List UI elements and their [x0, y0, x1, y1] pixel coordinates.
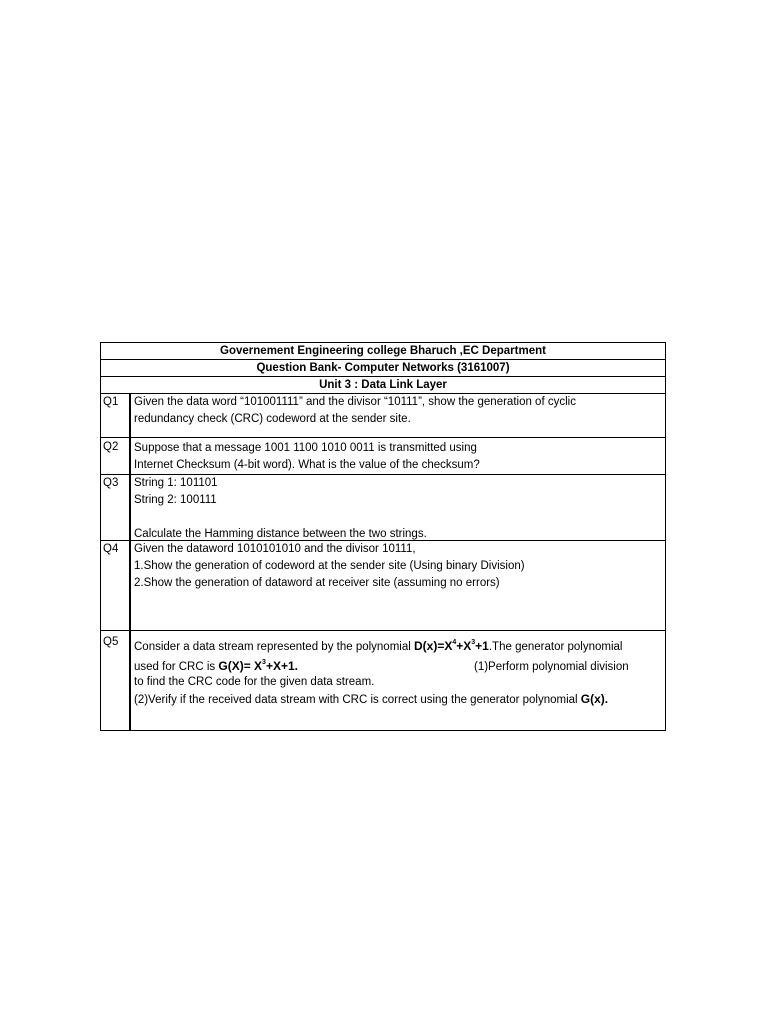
question-text [134, 475, 665, 540]
question-line: Consider a data stream represented by the polynomial $D(x)=X^4+X^3+1.The$ generator polynomial [134, 639, 623, 653]
college-title: Governement Engineering college Bharuch ,EC Department [100, 342, 666, 359]
question-line: 1.Show the generation of codeword at the sender site (Using binary Division) [134, 560, 525, 572]
question-number: Q3 [101, 475, 131, 540]
subject-title: Question Bank- Computer Networks (3161007) [100, 359, 666, 376]
question-bank-table [100, 342, 666, 731]
question-row-q5 [100, 631, 666, 731]
question-text [134, 438, 665, 474]
question-line: redundancy check (CRC) codeword at the sender site. [134, 413, 411, 425]
question-row-q1 [100, 394, 666, 438]
question-number: Q1 [101, 394, 131, 437]
question-row-q4 [100, 541, 666, 631]
question-line: Internet Checksum (4-bit word). What is the value of the checksum? [134, 459, 480, 471]
question-line: Suppose that a message 1001 1100 1010 0011 is transmitted using [134, 442, 477, 454]
question-line: Given the data word “101001111” and the divisor “10111”, show the generation of cyclic [134, 396, 576, 408]
question-text [134, 394, 665, 428]
dx-polynomial: $D(x)=X^4+X^3+1$ [414, 639, 489, 653]
question-number: Q5 [101, 631, 131, 730]
question-text [134, 631, 665, 708]
question-line: String 2: 100111 [134, 494, 217, 506]
question-number: Q4 [101, 541, 131, 630]
question-line: 2.Show the generation of dataword at receiver site (assuming no errors) [134, 577, 500, 589]
unit-title: Unit 3 : Data Link Layer [100, 376, 666, 394]
gx-polynomial: $G(X)= X^3+X+1$. [218, 659, 298, 673]
question-number: Q2 [101, 438, 131, 474]
question-line: used for CRC is $G(X)= X^3+X+1$. (1)Perform polynomial division [134, 659, 629, 673]
question-row-q2 [100, 438, 666, 475]
question-row-q3 [100, 475, 666, 541]
question-line: String 1: 101101 [134, 477, 218, 489]
question-line: Calculate the Hamming distance between the two strings. [134, 528, 427, 540]
question-line: (2)Verify if the received data stream with CRC is correct using the generator polynomial G(x). [134, 692, 609, 706]
question-line: to find the CRC code for the given data stream. [134, 676, 375, 688]
question-text [134, 541, 665, 592]
question-line: Given the dataword 1010101010 and the divisor 10111, [134, 543, 416, 555]
